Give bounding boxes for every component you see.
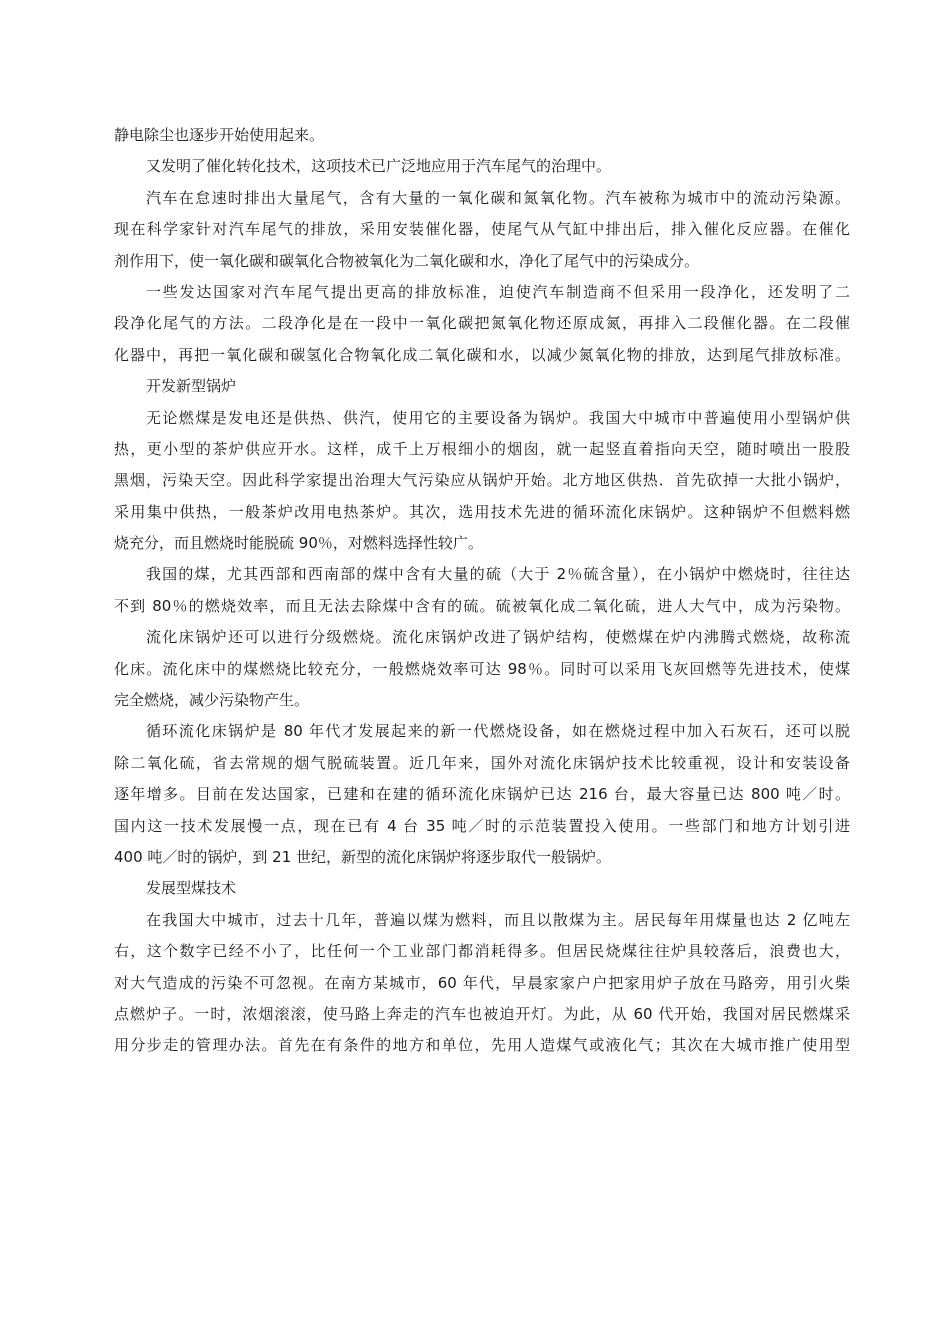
text-line: 烧充分，而且燃烧时能脱硫 90％，对燃料选择性较广。 bbox=[114, 534, 483, 553]
text-line: 段净化尾气的方法。二段净化是在一段中一氧化碳把氮氧化物还原成氮，再排入二段催化器。在二段催 bbox=[114, 314, 850, 333]
text-line: 完全燃烧，减少污染物产生。 bbox=[114, 691, 310, 710]
text-line: 对大气造成的污染不可忽视。在南方某城市，60 年代，早晨家家户户把家用炉子放在马路旁，用引火柴 bbox=[114, 973, 850, 992]
text-line: 右，这个数字已经不小了，比任何一个工业部门都消耗得多。但居民烧煤往往炉具较落后，浪费也大， bbox=[114, 942, 850, 961]
section-heading: 发展型煤技术 bbox=[146, 879, 237, 898]
text-line: 400 吨／时的锅炉，到 21 世纪，新型的流化床锅炉将逐步取代一般锅炉。 bbox=[114, 847, 612, 866]
document-page bbox=[114, 120, 850, 1062]
text-line: 我国的煤，尤其西部和西南部的煤中含有大量的硫（大于 2％硫含量），在小锅炉中燃烧时，往往达 bbox=[146, 565, 850, 584]
text-line: 点燃炉子。一时，浓烟滚滚，使马路上奔走的汽车也被迫开灯。为此，从 60 代开始，我国对居民燃煤采 bbox=[114, 1004, 850, 1023]
text-line: 现在科学家针对汽车尾气的排放，采用安装催化器，使尾气从气缸中排出后，排入催化反应器。在催化 bbox=[114, 220, 850, 239]
text-line: 化床。流化床中的煤燃烧比较充分，一般燃烧效率可达 98％。同时可以采用飞灰回燃等先进技术，使煤 bbox=[114, 659, 850, 678]
text-line: 化器中，再把一氧化碳和碳氢化合物氧化成二氧化碳和水，以减少氮氧化物的排放，达到尾气排放标准。 bbox=[114, 345, 850, 364]
text-line: 除二氧化硫，省去常规的烟气脱硫装置。近几年来，国外对流化床锅炉技术比较重视，设计和安装设备 bbox=[114, 753, 850, 772]
text-line: 汽车在怠速时排出大量尾气，含有大量的一氧化碳和氮氧化物。汽车被称为城市中的流动污染源。 bbox=[146, 188, 850, 207]
text-line: 一些发达国家对汽车尾气提出更高的排放标准，迫使汽车制造商不但采用一段净化，还发明了二 bbox=[146, 282, 850, 301]
text-line: 用分步走的管理办法。首先在有条件的地方和单位，先用人造煤气或液化气；其次在大城市推广使用型 bbox=[114, 1036, 850, 1055]
text-line: 流化床锅炉还可以进行分级燃烧。流化床锅炉改进了锅炉结构，使燃煤在炉内沸腾式燃烧，故称流 bbox=[146, 628, 850, 647]
text-line: 又发明了催化转化技术，这项技术已广泛地应用于汽车尾气的治理中。 bbox=[146, 157, 612, 176]
text-line: 逐年增多。目前在发达国家，已建和在建的循环流化床锅炉已达 216 台，最大容量已达 800 吨／时。 bbox=[114, 785, 850, 804]
text-line: 黑烟，污染天空。因此科学家提出治理大气污染应从锅炉开始。北方地区供热．首先砍掉一大批小锅炉， bbox=[114, 471, 850, 490]
text-line: 热，更小型的茶炉供应开水。这样，成千上万根细小的烟囱，就一起竖直着指向天空，随时喷出一股股 bbox=[114, 439, 850, 458]
text-line: 循环流化床锅炉是 80 年代才发展起来的新一代燃烧设备，如在燃烧过程中加入石灰石，还可以脱 bbox=[146, 722, 850, 741]
section-heading: 开发新型锅炉 bbox=[146, 377, 237, 396]
text-line: 不到 80％的燃烧效率，而且无法去除煤中含有的硫。硫被氧化成二氧化硫，进人大气中，成为污染物。 bbox=[114, 596, 850, 615]
text-line: 剂作用下，使一氧化碳和碳氧化合物被氧化为二氧化碳和水，净化了尾气中的污染成分。 bbox=[114, 251, 700, 270]
text-line: 静电除尘也逐步开始使用起来。 bbox=[114, 126, 325, 144]
text-line: 在我国大中城市，过去十几年，普遍以煤为燃料，而且以散煤为主。居民每年用煤量也达 2 亿吨左 bbox=[146, 910, 850, 929]
text-line: 无论燃煤是发电还是供热、供汽，使用它的主要设备为锅炉。我国大中城市中普遍使用小型锅炉供 bbox=[146, 408, 850, 427]
text-line: 采用集中供热，一般茶炉改用电热茶炉。其次，选用技术先进的循环流化床锅炉。这种锅炉不但燃料燃 bbox=[114, 502, 850, 521]
text-line: 国内这一技术发展慢一点，现在已有 4 台 35 吨／时的示范装置投入使用。一些部门和地方计划引进 bbox=[114, 816, 850, 835]
